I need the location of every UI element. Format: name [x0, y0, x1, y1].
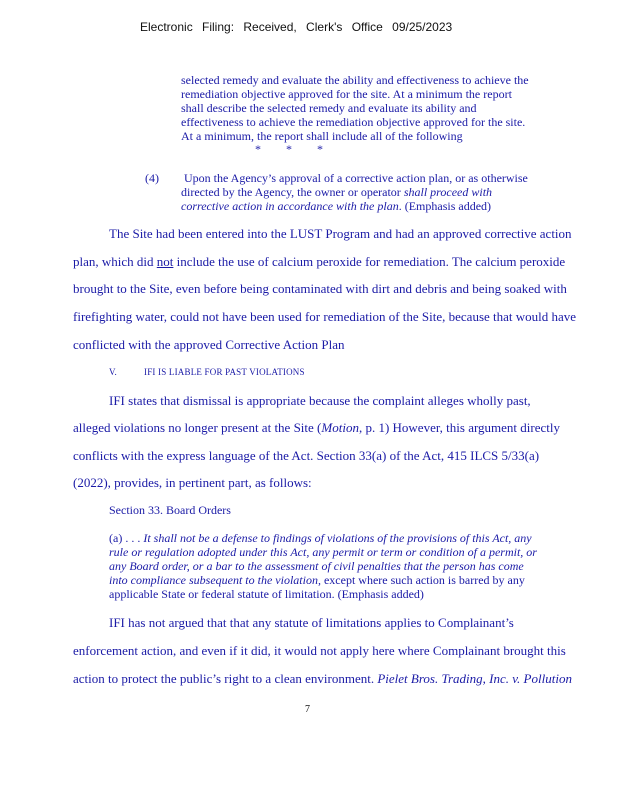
statute-line: into compliance subsequent to the violation, except where such action is barred by any: [109, 573, 525, 587]
paragraph-line: action to protect the public’s right to a clean environment. Pielet Bros. Trading, Inc. v. Pollution: [73, 671, 572, 686]
item-line: directed by the Agency, the owner or operator shall proceed with: [181, 185, 493, 199]
paragraph-line: conflicts with the express language of the Act. Section 33(a) of the Act, 415 ILCS 5/33(a): [73, 448, 540, 463]
paragraph-line: alleged violations no longer present at the Site (Motion, p. 1) However, this argument directly: [73, 420, 561, 435]
quote-line: shall describe the selected remedy and evaluate its ability and: [181, 101, 477, 115]
item-line: corrective action in accordance with the plan. (Emphasis added): [181, 199, 492, 213]
item-line: Upon the Agency’s approval of a corrective action plan, or as otherwise: [184, 171, 528, 185]
paragraph-line: IFI states that dismissal is appropriate because the complaint alleges wholly past,: [109, 393, 531, 408]
paragraph-line: plan, which did not include the use of calcium peroxide for remediation. The calcium peroxide: [73, 254, 566, 269]
item-number: (4): [145, 171, 159, 185]
statute-line: rule or regulation adopted under this Act, any permit or term or condition of a permit, or: [109, 545, 537, 559]
paragraph-line: The Site had been entered into the LUST Program and had an approved corrective action: [109, 226, 572, 241]
quote-line: selected remedy and evaluate the ability and effectiveness to achieve the: [181, 73, 529, 87]
paragraph-line: IFI has not argued that that any statute of limitations applies to Complainant’s: [109, 615, 514, 630]
paragraph-line: brought to the Site, even before being contaminated with dirt and debris and being soaked with: [73, 281, 567, 296]
section-heading: IFI IS LIABLE FOR PAST VIOLATIONS: [144, 367, 305, 377]
paragraph-line: (2022), provides, in pertinent part, as follows:: [73, 475, 312, 490]
filing-header: Electronic Filing: Received, Clerk's Office 09/25/2023: [140, 20, 453, 34]
quote-line: remediation objective approved for the site. At a minimum the report: [181, 87, 512, 101]
ellipsis-stars: * * *: [255, 142, 325, 156]
statute-line: (a) . . . It shall not be a defense to findings of violations of the provisions of this Act, any: [109, 531, 532, 545]
quote-line: effectiveness to achieve the remediation objective approved for the site.: [181, 115, 526, 129]
quote-line: At a minimum, the report shall include all of the following: [181, 129, 463, 143]
paragraph-line: firefighting water, could not have been used for remediation of the Site, because that would have: [73, 309, 577, 324]
paragraph-line: conflicted with the approved Corrective Action Plan: [73, 337, 345, 352]
page-number: 7: [305, 704, 310, 715]
statute-line: applicable State or federal statute of limitation. (Emphasis added): [109, 587, 424, 601]
statute-heading: Section 33. Board Orders: [109, 503, 231, 517]
section-number: V.: [109, 367, 117, 377]
paragraph-line: enforcement action, and even if it did, it would not apply here where Complainant brought this: [73, 643, 566, 658]
statute-line: any Board order, or a bar to the assessment of civil penalties that the person has come: [109, 559, 524, 573]
